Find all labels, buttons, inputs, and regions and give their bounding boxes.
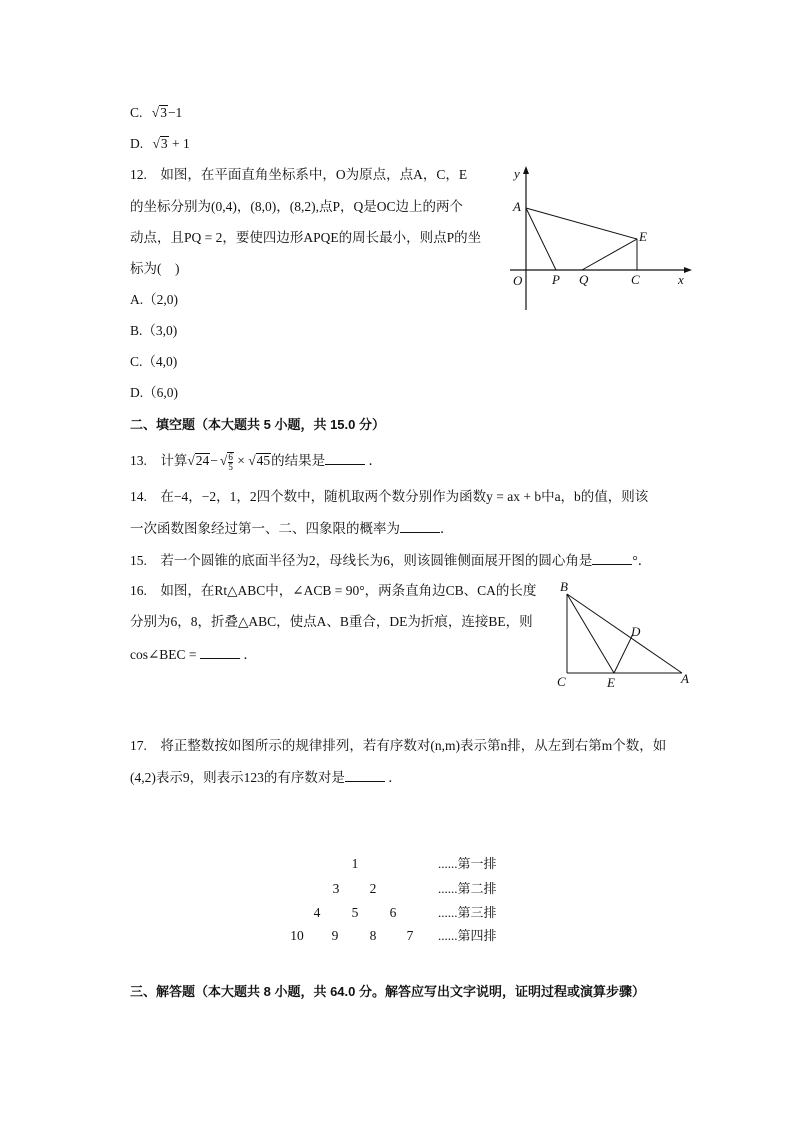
q14-end: ． xyxy=(440,521,454,536)
label-d: D xyxy=(631,624,641,639)
q16-line2: 分别为6，8，折叠△ABC，使点A、B重合，DE为折痕，连接BE，则 xyxy=(130,614,533,629)
label-e: E xyxy=(607,675,615,690)
q17-line2 xyxy=(130,768,402,787)
q15-answer-blank[interactable] xyxy=(592,551,632,565)
triangle-number: 6 xyxy=(389,905,397,920)
q12-option-c: C.（4,0) xyxy=(130,354,178,369)
q16-line1: 16. 如图，在Rt△ABC中，∠ACB = 90°，两条直角边CB、CA的长度 xyxy=(130,583,537,598)
q14-answer-blank[interactable] xyxy=(400,519,440,533)
row-label-3: ......第三排 xyxy=(438,905,497,920)
segment-ae xyxy=(526,208,637,239)
q16-triangle-figure xyxy=(555,578,700,693)
q12-line1: 12. 如图，在平面直角坐标系中，O为原点，点A，C，E xyxy=(130,167,468,182)
label-a: A xyxy=(681,671,689,686)
label-a: A xyxy=(513,199,521,214)
q17-end: ． xyxy=(388,770,402,785)
q11-option-d-rest: + 1 xyxy=(168,136,190,151)
q12-line4: 标为( ) xyxy=(130,261,180,276)
triangle-number: 3 xyxy=(332,881,340,896)
segment-ap xyxy=(526,208,556,270)
label-x: x xyxy=(678,272,684,287)
q15-text: 15. 若一个圆锥的底面半径为2，母线长为6，则该圆锥侧面展开图的圆心角是 xyxy=(130,553,593,568)
q12-option-a: A.（2,0) xyxy=(130,292,178,307)
q12-option-b: B.（3,0) xyxy=(130,323,178,338)
q12-line3: 动点，且PQ = 2，要使四边形APQE的周长最小，则点P的坐 xyxy=(130,230,482,245)
label-c: C xyxy=(631,272,640,287)
segment-ba xyxy=(567,594,682,673)
q11-option-c: C. √3−1 xyxy=(130,105,183,120)
label-p: P xyxy=(552,272,560,287)
q17-answer-blank[interactable] xyxy=(345,768,385,782)
q13-prefix: 13. 计算 xyxy=(130,453,188,468)
y-axis-arrow xyxy=(523,166,529,174)
q12-option-d: D.（6,0) xyxy=(130,385,178,400)
label-q: Q xyxy=(579,272,589,287)
q16-line3 xyxy=(130,645,257,664)
q17-line2-text: (4,2)表示9，则表示123的有序数对是 xyxy=(130,770,345,785)
label-c: C xyxy=(557,674,566,689)
q13-frac-den: 5 xyxy=(228,461,233,472)
q13-suffix: 的结果是 xyxy=(271,453,326,468)
triangle-number: 10 xyxy=(290,928,304,943)
segment-qe xyxy=(582,239,637,270)
triangle-number: 1 xyxy=(351,856,359,871)
q14-line1: 14. 在−4，−2，1，2四个数中，随机取两个数分别作为函数y = ax + b中a，b的值，则该 xyxy=(130,489,649,504)
q14-line2 xyxy=(130,519,454,538)
label-b: B xyxy=(560,579,568,594)
q13: 13. 计算√24− √ $\frac{6}{5}$ × √45的结果是 ． xyxy=(130,451,383,472)
triangle-number: 8 xyxy=(369,928,377,943)
row-label-2: ......第二排 xyxy=(438,881,497,896)
q11-option-c-radicand: 3 xyxy=(160,105,167,120)
triangle-number: 7 xyxy=(406,928,414,943)
q15-end: °． xyxy=(632,553,652,568)
q12-line2: 的坐标分别为(0,4)，(8,0)，(8,2),点P，Q是OC边上的两个 xyxy=(130,199,463,214)
q11-option-c-label: C. xyxy=(130,105,143,120)
q13-radicand-1: 24 xyxy=(195,453,210,468)
triangle-number: 2 xyxy=(369,881,377,896)
q13-times: × xyxy=(237,453,245,468)
q13-radicand-2: 45 xyxy=(256,453,271,468)
q13-frac-num: 6 xyxy=(228,451,233,462)
q13-minus: − xyxy=(210,453,218,468)
label-e: E xyxy=(639,229,647,244)
triangle-number: 5 xyxy=(351,905,359,920)
segment-ed xyxy=(614,634,633,673)
section2-heading: 二、填空题（本大题共 5 小题，共 15.0 分） xyxy=(130,417,385,432)
q11-option-c-rest: −1 xyxy=(167,105,183,120)
q16-answer-blank[interactable] xyxy=(200,645,240,659)
segment-be xyxy=(567,594,614,673)
q11-option-d-label: D. xyxy=(130,136,144,151)
q12-coordinate-figure xyxy=(500,160,700,320)
label-o: O xyxy=(513,273,523,288)
label-y: y xyxy=(514,166,520,181)
q16-line3-text: cos∠BEC = xyxy=(130,647,197,662)
triangle-number: 9 xyxy=(331,928,339,943)
q11-option-d-radicand: 3 xyxy=(160,136,168,151)
q11-option-d: D. √3 + 1 xyxy=(130,136,190,151)
triangle-number: 4 xyxy=(313,905,321,920)
q17-line1: 17. 将正整数按如图所示的规律排列，若有序数对(n,m)表示第n排，从左到右第m个数，如 xyxy=(130,738,667,753)
row-label-1: ......第一排 xyxy=(438,856,497,871)
q15 xyxy=(130,551,651,570)
x-axis-arrow xyxy=(684,267,692,273)
row-label-4: ......第四排 xyxy=(438,928,497,943)
q13-answer-blank[interactable] xyxy=(325,451,365,465)
q13-end: ． xyxy=(368,453,383,468)
q16-end: ． xyxy=(243,647,257,662)
section3-heading: 三、解答题（本大题共 8 小题，共 64.0 分。解答应写出文字说明，证明过程或演算步骤） xyxy=(130,984,645,999)
q14-line2-text: 一次函数图象经过第一、二、四象限的概率为 xyxy=(130,521,400,536)
